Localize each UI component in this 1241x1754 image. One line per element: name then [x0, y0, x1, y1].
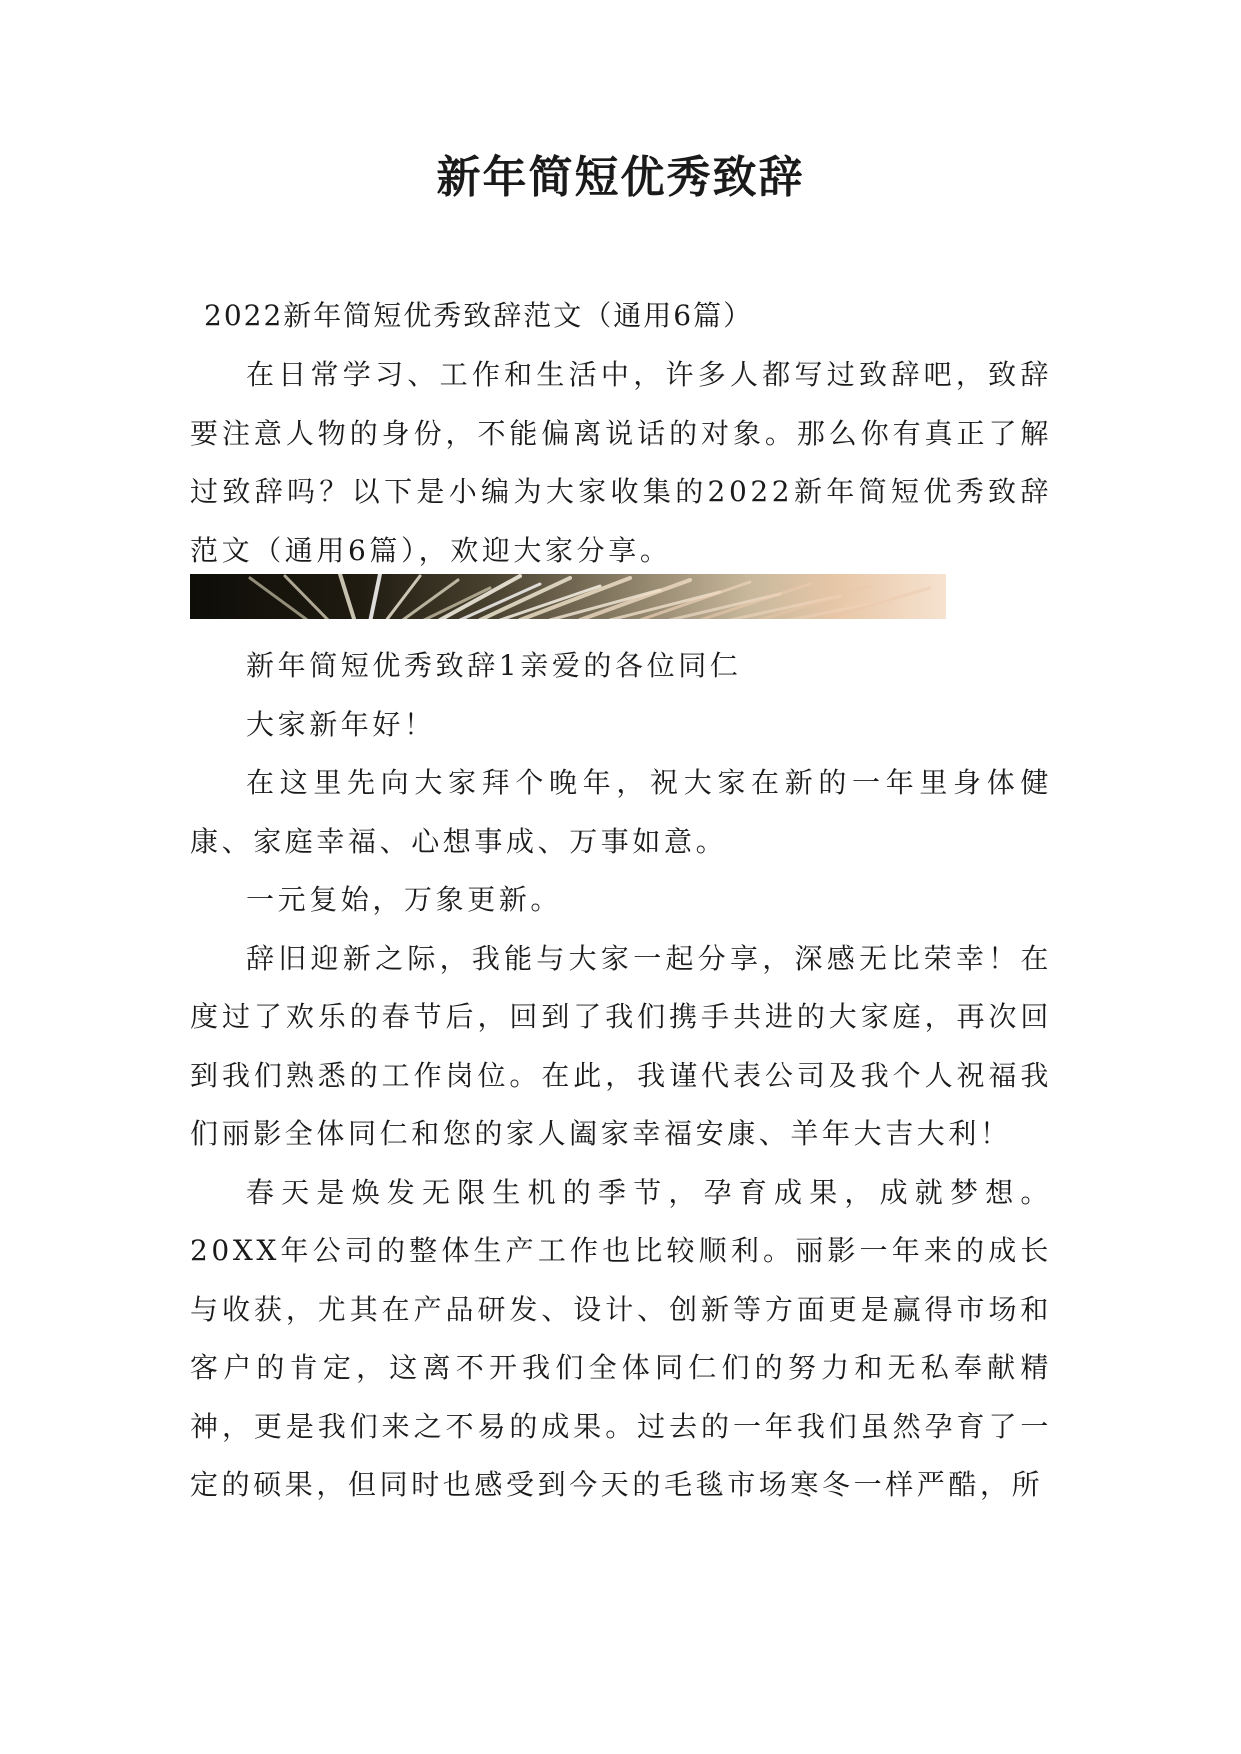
speech-paragraph: 新年简短优秀致辞1亲爱的各位同仁 [246, 649, 742, 682]
fireworks-banner-image [190, 574, 946, 619]
speech-paragraph: 春天是焕发无限生机的季节，孕育成果，成就梦想。20XX年公司的整体生产工作也比较顺利。丽影一年来的成长与收获，尤其在产品研发、设计、创新等方面更是赢得市场和客户的肯定，这离不开我们全体同仁们的努力和无私奉献精神，更是我们来之不易的成果。过去的一年我们虽然孕育了一定的硕果，但同时也感受到今天的毛毯市场寒冬一样严酷，所 [190, 1175, 1052, 1501]
speech-paragraph: 大家新年好！ [246, 707, 436, 741]
document-title: 新年简短优秀致辞 [436, 152, 805, 203]
intro-paragraph: 在日常学习、工作和生活中，许多人都写过致辞吧，致辞要注意人物的身份，不能偏离说话的对象。那么你有真正了解过致辞吗？以下是小编为大家收集的2022新年简短优秀致辞范文（通用6篇），欢迎大家分享。 [190, 358, 1052, 567]
fireworks-image [190, 574, 946, 619]
speech-paragraph: 在这里先向大家拜个晚年，祝大家在新的一年里身体健康、家庭幸福、心想事成、万事如意。 [190, 766, 1052, 858]
speech-paragraph: 一元复始，万象更新。 [246, 883, 563, 916]
intro-section [190, 346, 1052, 580]
speech-section [190, 637, 1052, 1515]
document-subtitle: 2022新年简短优秀致辞范文（通用6篇） [204, 299, 754, 332]
speech-paragraph: 辞旧迎新之际，我能与大家一起分享，深感无比荣幸！在度过了欢乐的春节后，回到了我们携手共进的大家庭，再次回到我们熟悉的工作岗位。在此，我谨代表公司及我个人祝福我们丽影全体同仁和您的家人阖家幸福安康、羊年大吉大利！ [190, 941, 1052, 1150]
